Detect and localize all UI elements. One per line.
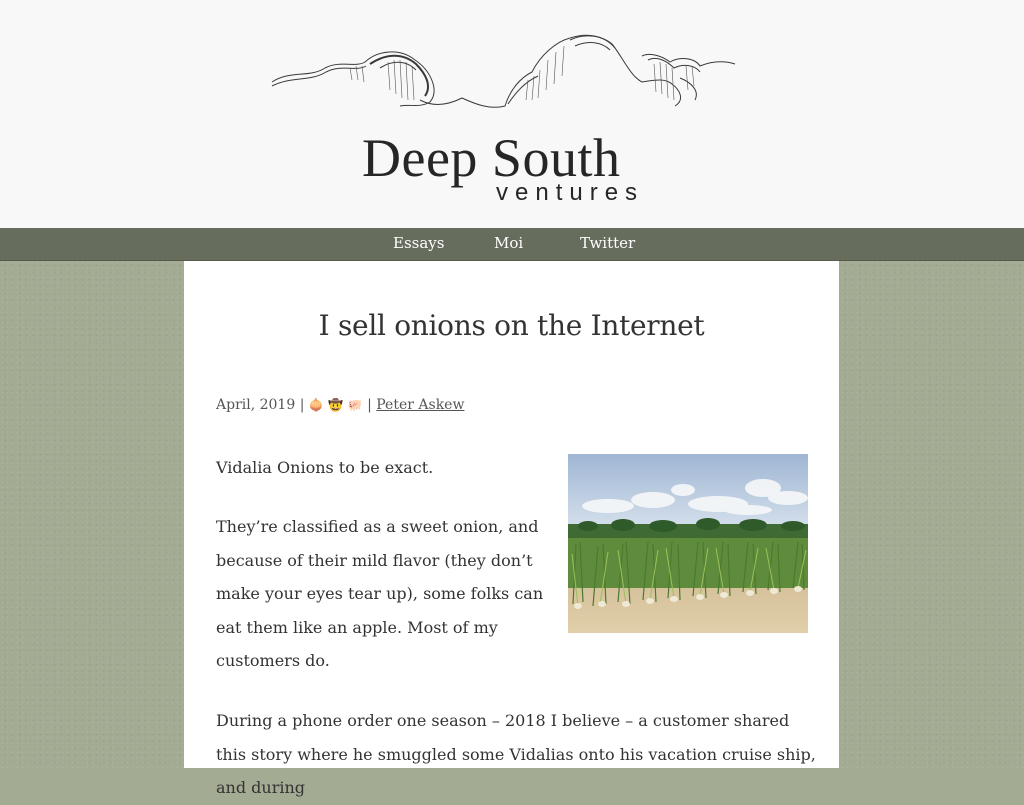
post-meta [216,395,464,415]
site-header [0,0,1024,228]
post-paragraph: During a phone order one season – 2018 I believe – a customer shared this story where he smuggled some Vidalias onto his vacation cruise ship, and during [216,711,816,797]
post-date: April, 2019 [216,397,296,413]
onion-field-photo [568,454,808,633]
meta-separator: | [299,397,305,413]
onion-emoji-icon: 🧅 [308,398,324,412]
nav-link-twitter[interactable]: Twitter [580,234,636,252]
site-logo[interactable] [340,126,680,216]
author-link[interactable]: Peter Askew [376,397,465,413]
meta-separator: | [367,397,372,413]
clouds-illustration [270,20,750,130]
pig-emoji-icon: 🐖 [347,398,363,412]
nav-link-moi[interactable]: Moi [494,234,524,252]
post-title: I sell onions on the Internet [318,309,705,342]
logo-title: Deep South [362,128,621,188]
cowboy-emoji-icon: 🤠 [328,398,344,412]
post-content [184,261,839,797]
post-paragraph: They’re classified as a sweet onion, and because of their mild flavor (they don’t make your eyes tear up), some folks can eat them like an apple. Most of my customers do. [216,517,544,670]
main-nav [0,228,1024,261]
nav-link-essays[interactable]: Essays [393,234,445,252]
post-paragraph: Vidalia Onions to be exact. [216,458,434,477]
logo-subtitle: ventures [496,179,645,206]
